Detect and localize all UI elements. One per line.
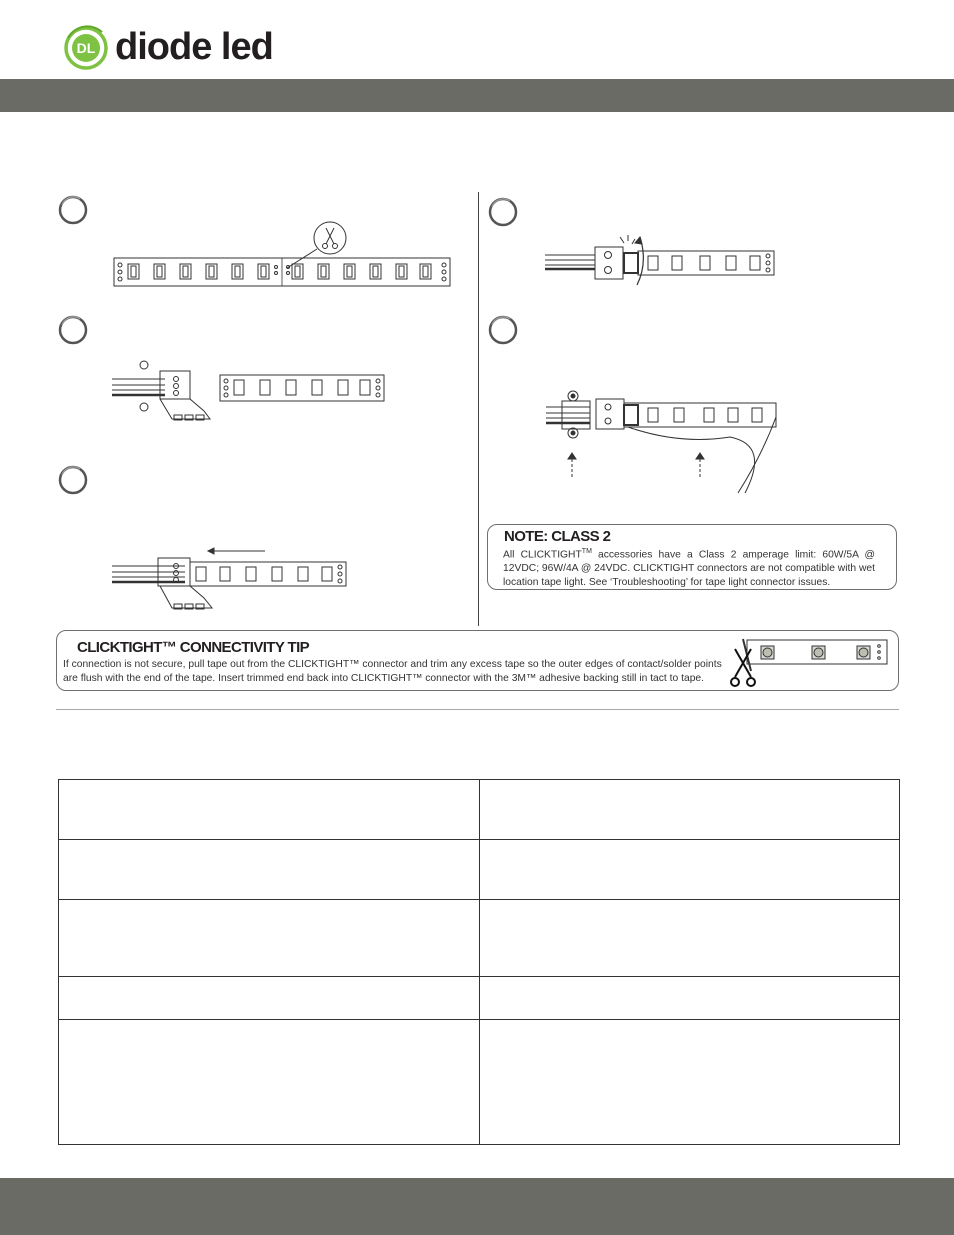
brand-mark-text: DL bbox=[76, 40, 96, 56]
header-band bbox=[0, 79, 954, 112]
note-body-sup: TM bbox=[581, 548, 592, 555]
tape-cut-diagram bbox=[110, 220, 455, 290]
table-row bbox=[59, 1020, 900, 1145]
tip-title: CLICKTIGHT™ CONNECTIVITY TIP bbox=[77, 639, 310, 656]
connector-open-diagram bbox=[110, 355, 390, 430]
table-cell bbox=[59, 780, 480, 840]
table-cell bbox=[59, 1020, 480, 1145]
step-circle-icon bbox=[488, 315, 518, 345]
tip-body: If connection is not secure, pull tape out from the CLICKTIGHT™ connector and trim any excess tape so the outer edges of contact/solder points are flush with the end of the tape. Insert trimmed end back into CLICKTIGHT™ connector with the 3M™ adhesive backing still in tact to tape. bbox=[63, 659, 722, 684]
table-cell bbox=[59, 840, 480, 900]
note-body-prefix: All CLICKTIGHT bbox=[503, 549, 582, 561]
note-class2-box bbox=[487, 524, 897, 590]
step-circle-icon bbox=[58, 465, 88, 495]
step-circle-icon bbox=[58, 315, 88, 345]
scissors-icon bbox=[731, 649, 755, 686]
tape-insert-diagram bbox=[110, 540, 350, 625]
table-row bbox=[59, 900, 900, 977]
connector-mounted-diagram bbox=[540, 385, 780, 495]
table-cell bbox=[480, 1020, 900, 1145]
connector-close-diagram bbox=[540, 225, 780, 295]
table-cell bbox=[480, 780, 900, 840]
section-rule bbox=[56, 709, 899, 710]
footer-band bbox=[0, 1178, 954, 1235]
trim-tape-icon bbox=[729, 637, 889, 689]
table-cell bbox=[480, 840, 900, 900]
step-circle-icon bbox=[488, 197, 518, 227]
table-cell bbox=[59, 900, 480, 977]
table-cell bbox=[59, 977, 480, 1020]
column-divider bbox=[478, 192, 479, 626]
brand-name: diode led bbox=[115, 26, 273, 68]
table-row bbox=[59, 840, 900, 900]
brand-logo-icon bbox=[62, 24, 112, 72]
table-cell bbox=[480, 900, 900, 977]
note-body bbox=[503, 545, 875, 590]
troubleshooting-table bbox=[58, 779, 900, 1145]
table-row bbox=[59, 977, 900, 1020]
connectivity-tip-box bbox=[56, 630, 899, 691]
table-row bbox=[59, 780, 900, 840]
step-circle-icon bbox=[58, 195, 88, 225]
table-cell bbox=[480, 977, 900, 1020]
note-body-suffix: accessories have a Class 2 amperage limit: 60W/5A @ 12VDC; 96W/4A @ 24VDC. CLICKTIGHT connectors are not compatible with wet location tape light. See ‘Troubleshooting’ for tape light connector issues. bbox=[503, 549, 875, 589]
note-title: NOTE: CLASS 2 bbox=[504, 528, 611, 545]
